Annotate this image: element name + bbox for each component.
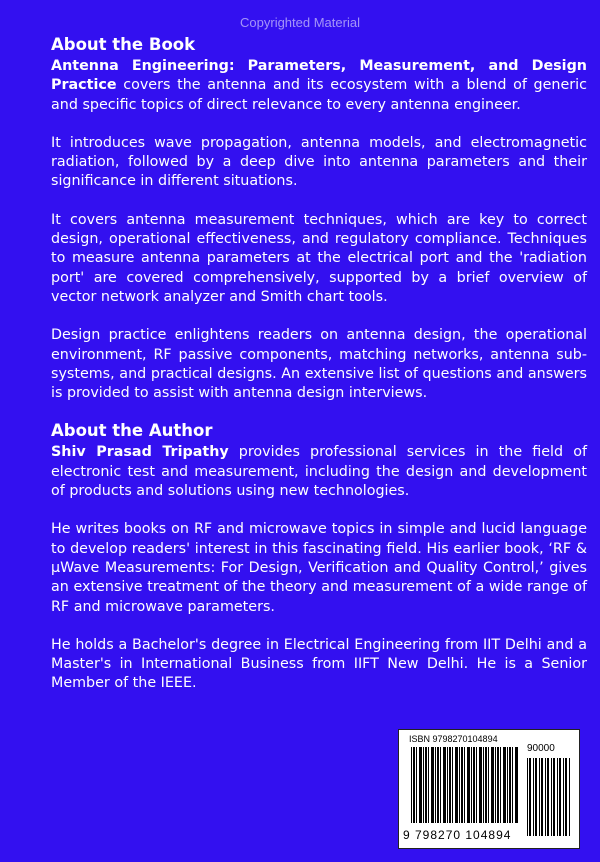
watermark: Copyrighted Material bbox=[240, 15, 360, 30]
about-book-paragraph-2: It introduces wave propagation, antenna models, and electromagnetic radiation, followed by a deep dive into antenna parameters and their significance in different situations. bbox=[51, 134, 587, 190]
book-title: Antenna Engineering: Parameters, Measurement, and Design Practice bbox=[51, 58, 587, 94]
isbn-label: ISBN 9798270104894 bbox=[409, 734, 498, 744]
cover-text bbox=[51, 35, 587, 713]
about-book-paragraph-3: It covers antenna measurement techniques, which are key to correct design, operational effectiveness, and regulatory compliance. Techniques to measure antenna parameters at the electrical port and the 'radiation port' are covered comprehensively, supported by a brief overview of vector network analyzer and Smith chart tools. bbox=[51, 211, 587, 305]
barcode-addon-bars bbox=[527, 758, 571, 836]
about-author-paragraph-1-text: provides professional services in the field of electronic test and measurement, including the design and development of products and solutions using new technologies. bbox=[51, 444, 587, 500]
about-author-heading: About the Author bbox=[51, 421, 213, 441]
barcode-addon-digits: 90000 bbox=[527, 743, 555, 754]
barcode-bars bbox=[411, 747, 519, 823]
barcode-digits: 9 798270 104894 bbox=[403, 828, 512, 842]
about-book-heading: About the Book bbox=[51, 35, 196, 54]
isbn-barcode bbox=[398, 729, 580, 849]
about-author-paragraph-2: He writes books on RF and microwave topics in simple and lucid language to develop readers' interest in this fascinating field. His earlier book, ‘RF & µWave Measurements: For Design, Verification and Quality Control,’ gives an extensive treatment of the theory and measurement of a wide range of RF and microwave parameters. bbox=[51, 521, 587, 615]
author-name: Shiv Prasad Tripathy bbox=[51, 444, 229, 461]
about-author-paragraph-1 bbox=[51, 443, 587, 501]
about-book-paragraph-4: Design practice enlightens readers on antenna design, the operational environment, RF passive components, matching networks, antenna sub-systems, and practical designs. An extensive list of questions and answers is provided to assist with antenna design interviews. bbox=[51, 327, 587, 402]
about-book-paragraph-1-text: covers the antenna and its ecosystem with a blend of generic and specific topics of direct relevance to every antenna engineer. bbox=[51, 77, 587, 113]
about-book-paragraph-1 bbox=[51, 57, 587, 115]
about-author-paragraph-3: He holds a Bachelor's degree in Electrical Engineering from IIT Delhi and a Master's in International Business from IIFT New Delhi. He is a Senior Member of the IEEE. bbox=[51, 636, 587, 692]
